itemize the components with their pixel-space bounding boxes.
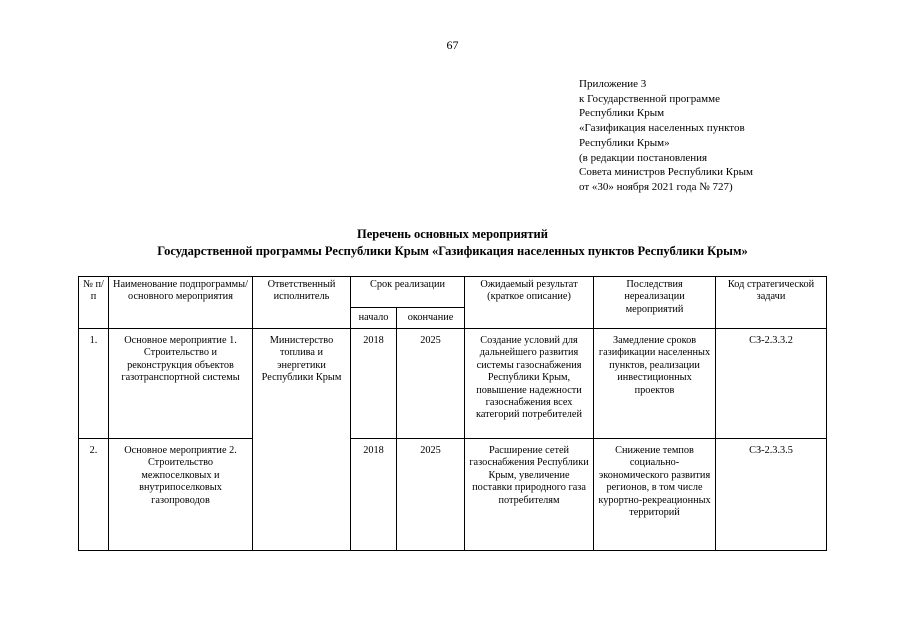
non-implementation-consequences: Снижение темпов социально-экономического развития регионов, в том числе курортно-рекреационных территорий xyxy=(594,439,716,551)
expected-result: Создание условий для дальнейшего развития системы газоснабжения Республики Крым, повышение надежности газоснабжения всех категорий потребителей xyxy=(465,329,594,439)
table-header-row xyxy=(79,277,827,308)
measure-name: Основное мероприятие 2. Строительство межпоселковых и внутрипоселковых газопроводов xyxy=(109,439,253,551)
header-period: Срок реализации xyxy=(351,277,465,308)
appendix-line: Республики Крым xyxy=(579,107,665,120)
end-year: 2025 xyxy=(397,439,465,551)
strategic-task-code: СЗ-2.3.3.2 xyxy=(716,329,827,439)
end-year: 2025 xyxy=(397,329,465,439)
appendix-line: Республики Крым» xyxy=(579,136,670,149)
header-code: Код стратегической задачи xyxy=(716,277,827,329)
row-number: 2. xyxy=(79,439,109,551)
start-year: 2018 xyxy=(351,439,397,551)
non-implementation-consequences: Замедление сроков газификации населенных пунктов, реализации инвестиционных проектов xyxy=(594,329,716,439)
appendix-line: (в редакции постановления xyxy=(579,151,708,164)
strategic-task-code: СЗ-2.3.3.5 xyxy=(716,439,827,551)
row-number: 1. xyxy=(79,329,109,439)
appendix-line: Совета министров Республики Крым xyxy=(579,166,753,179)
appendix-line: «Газификация населенных пунктов xyxy=(579,122,745,135)
table-row xyxy=(79,439,827,551)
measure-name: Основное мероприятие 1. Строительство и реконструкция объектов газотранспортной системы xyxy=(109,329,253,439)
start-year: 2018 xyxy=(351,329,397,439)
appendix-note xyxy=(579,77,899,195)
header-executor: Ответственный исполнитель xyxy=(253,277,351,329)
appendix-line: Приложение 3 xyxy=(579,78,647,90)
header-result: Ожидаемый результат (краткое описание) xyxy=(465,277,594,329)
header-end: окончание xyxy=(397,308,465,329)
header-consequences: Последствия нереализации мероприятий xyxy=(594,277,716,329)
header-num: № п/п xyxy=(79,277,109,329)
responsible-executor: Министерство топлива и энергетики Республики Крым xyxy=(253,329,351,551)
document-title xyxy=(0,226,905,260)
measures-table xyxy=(78,276,827,551)
appendix-line: к Государственной программе xyxy=(579,92,720,105)
document-title-line-2: Государственной программы Республики Крым «Газификация населенных пунктов Республики Крым» xyxy=(157,244,748,258)
expected-result: Расширение сетей газоснабжения Республики Крым, увеличение поставки природного газа потребителям xyxy=(465,439,594,551)
header-start: начало xyxy=(351,308,397,329)
table-row xyxy=(79,329,827,439)
header-name: Наименование подпрограммы/ основного мероприятия xyxy=(109,277,253,329)
appendix-line: от «30» ноября 2021 года № 727) xyxy=(579,180,733,193)
page-number: 67 xyxy=(446,38,459,52)
document-title-line-1: Перечень основных мероприятий xyxy=(357,227,548,241)
